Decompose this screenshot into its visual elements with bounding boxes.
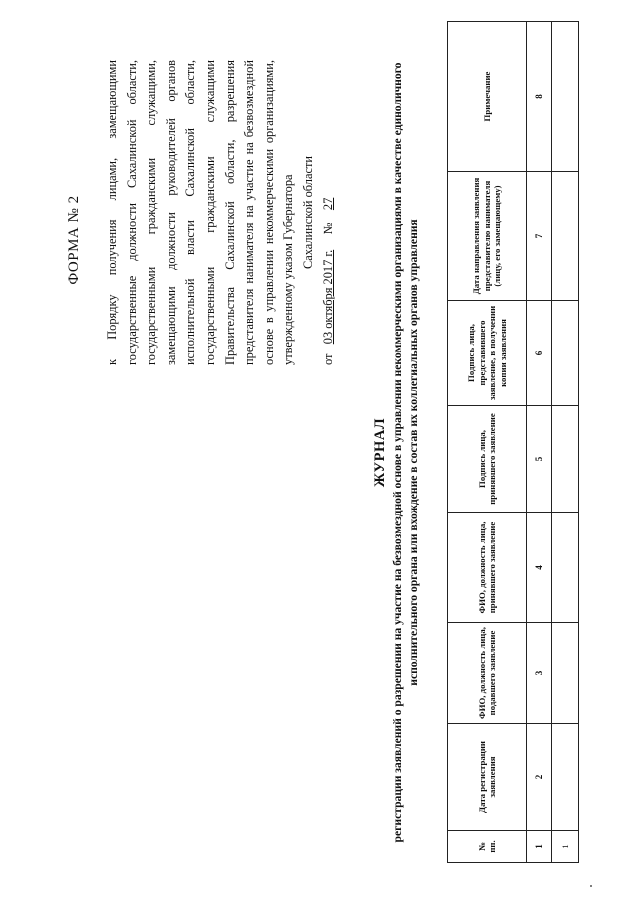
header-cell-note: Примечание xyxy=(448,22,527,172)
header-cell-applicant-signature: Подпись лица, представившего заявление, в получении копии заявления xyxy=(448,301,527,406)
table-cell: 1 xyxy=(552,831,579,863)
header-cell-reg-date: Дата регистрации заявления xyxy=(448,724,527,831)
header-cell-applicant: ФИО, должность лица, подавшего заявление xyxy=(448,623,527,724)
journal-table xyxy=(447,21,579,863)
date-prefix: от xyxy=(320,353,335,365)
table-cell xyxy=(552,513,579,623)
number-value: 27 xyxy=(320,197,335,211)
header-cell-receiver-signature: Подпись лица, принявшего заявление xyxy=(448,406,527,513)
header-cell-sent-date: Дата направления заявления представителю нанимателя (лицу, его замещающему) xyxy=(448,172,527,301)
column-number: 4 xyxy=(527,513,552,623)
column-number: 2 xyxy=(527,724,552,831)
column-number: 5 xyxy=(527,406,552,513)
table-cell xyxy=(552,22,579,172)
column-number: 8 xyxy=(527,22,552,172)
table-cell xyxy=(552,301,579,406)
table-column-number-row xyxy=(527,22,552,863)
table-row xyxy=(552,22,579,863)
scan-speck xyxy=(590,885,592,887)
table-cell xyxy=(552,406,579,513)
form-label: ФОРМА № 2 xyxy=(66,195,82,285)
journal-title xyxy=(372,40,422,865)
table-cell xyxy=(552,724,579,831)
column-number: 7 xyxy=(527,172,552,301)
column-number: 1 xyxy=(527,831,552,863)
header-cell-number: № пп. xyxy=(448,831,527,863)
date-value: 03 октября 2017 г. xyxy=(320,249,335,345)
header-cell-receiver: ФИО, должность лица, принявшего заявление xyxy=(448,513,527,623)
table-cell xyxy=(552,172,579,301)
table-cell xyxy=(552,623,579,724)
journal-subtitle: регистрации заявлений о разрешении на участие на безвозмездной основе в управлении некоммерческими организациями в качестве единоличного исполнительного органа или вхождение в состав их коллегиальных органов управления xyxy=(391,62,420,843)
column-number: 3 xyxy=(527,623,552,724)
journal-heading: ЖУРНАЛ xyxy=(372,417,388,488)
number-prefix: № xyxy=(320,222,335,235)
column-number: 6 xyxy=(527,301,552,406)
appendix-block xyxy=(103,60,338,365)
appendix-text: к Порядку получения лицами, замещающими государственные должности Сахалинской области, государственными гражданскими служащими, замещающими должности руководителей органов исполнительной власти Сахалинской области, государственными гражданскими служащими Правительства Сахалинской области, разрешения представителя нанимателя на участие на безвозмездной основе в управлении некоммерческими организациями, утвержденному указом Губернатора xyxy=(105,60,296,365)
table-header-row xyxy=(448,22,527,863)
appendix-region: Сахалинской области xyxy=(300,155,315,270)
appendix-date-line xyxy=(319,60,339,365)
